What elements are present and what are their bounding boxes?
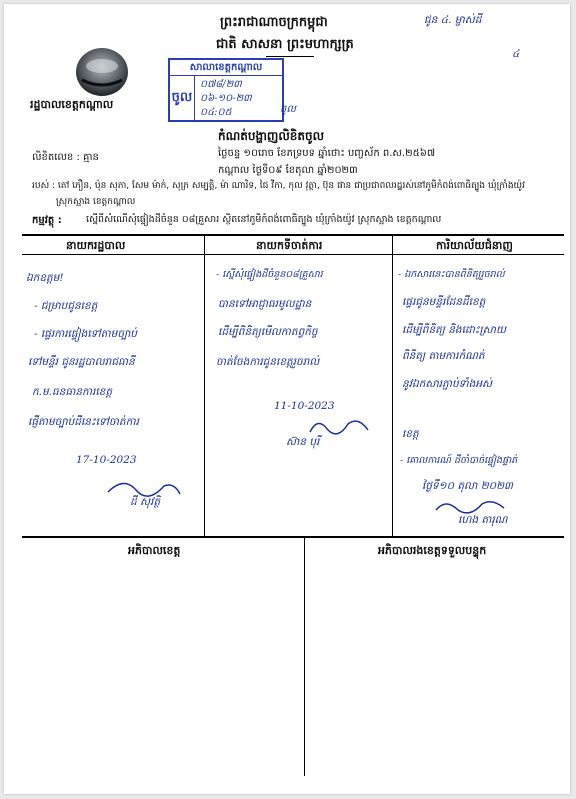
col-header-admin-director: នាយករដ្ឋបាល	[66, 239, 126, 252]
col1-note-line: - ផ្ទេរការផ្ទៀងទៅតាមច្បាប់	[34, 328, 137, 340]
col2-signature: ស៊ាន បុរី	[286, 436, 320, 448]
col2-note-line: ដើម្បីពិនិត្យមើលកាតព្វកិច្ច	[218, 326, 318, 338]
form-title: កំណត់បង្ហាញលិខិតចូល	[218, 129, 325, 143]
kingdom-title: ព្រះរាជាណាចក្រកម្ពុជា	[220, 15, 328, 30]
col1-note-line: ឯកឧត្តម!	[26, 272, 64, 284]
governor-header: អភិបាលខេត្ត	[128, 544, 181, 557]
motto-underline	[266, 56, 314, 57]
subject-label: កម្មវត្ថុ :	[32, 215, 62, 226]
bottom-column-divider	[304, 536, 305, 776]
stamp-signature: ចូល	[280, 104, 296, 115]
col1-note-line: ក.ម.ធនធានការខេត្ត	[32, 386, 112, 398]
lunar-date: ថ្ងៃចន្ទ ១០រោច ខែភទ្របទ ឆ្នាំថោះ បញ្ចស័ក ព.ស.២៥៦៧	[218, 148, 436, 159]
stamp-date: ០៦-១០-២៣	[200, 93, 252, 104]
table-top-border	[22, 234, 564, 236]
deputy-governor-header: អភិបាលរងខេត្តទទួលបន្ទុក	[378, 544, 487, 557]
col1-note-line: ផ្ញើតាមច្បាប់ដីនេះទៅចាត់ការ	[28, 416, 139, 428]
col3-note-line: - ឯកសារនេះបានពិនិត្យរួចរាល់	[398, 269, 505, 280]
col3-note-line: ដើម្បីពិនិត្យ និងដោះស្រាយ	[402, 324, 506, 336]
column-divider-1	[204, 234, 205, 538]
sender-line-2: ស្រុកស្អាង ខេត្តកណ្តាល	[56, 197, 136, 207]
col3-note-date: ថ្ងៃទី១០ តុលា ២០២៣	[422, 480, 514, 492]
col1-signature-mark	[104, 472, 184, 502]
col1-note-line: ទៅមន្ទីរ ជូនរដ្ឋបាលរាជធានី	[28, 356, 135, 368]
col2-note-line: - ស្នើសុំផ្ទៀងដីចំនួន០៨គ្រួសារ	[216, 269, 323, 280]
solar-date: កណ្តាល ថ្ងៃទី០៩ ខែតុលា ឆ្នាំ២០២៣	[218, 165, 358, 176]
col2-note-line: បានទៅអាជ្ញាធរមូលដ្ឋាន	[218, 298, 312, 310]
national-motto: ជាតិ សាសនា ព្រះមហាក្សត្រ	[216, 37, 354, 52]
col3-signature: ហេង តារុណ	[458, 514, 508, 526]
middle-row-divider	[22, 536, 564, 538]
col-header-specialized-office: ការិយាល័យជំនាញ	[436, 239, 513, 252]
received-stamp	[168, 58, 284, 122]
corner-handwritten-note: ជូន ៤. ម្ចាស់ដី	[424, 14, 482, 26]
col3-note-line: ខេត្ត	[402, 428, 419, 440]
stamp-time: ០៤:០៥	[200, 107, 232, 118]
provincial-emblem	[74, 46, 130, 100]
col2-note-date: 11-10-2023	[274, 400, 335, 412]
stamp-side-label: ចូល	[170, 75, 195, 120]
document-page	[4, 4, 570, 794]
col3-note-line: ផ្ទេរជូនមន្ទីរដែនដីខេត្ត	[402, 296, 486, 308]
col2-note-line: ចាត់ចែងការជូនខេត្តរួចរាល់	[216, 356, 320, 368]
col1-note-line: - ជម្រាបជូនខេត្ត	[34, 300, 98, 312]
authority-name: រដ្ឋបាលខេត្តកណ្តាល	[30, 98, 114, 111]
stamp-title: សាលាខេត្តកណ្តាល	[170, 60, 282, 76]
col2-signature-mark	[304, 414, 374, 440]
stamp-number: ០៧៨/២៣	[200, 79, 242, 90]
letter-number: លិខិតលេខ : គ្មាន	[32, 152, 99, 163]
subject-text: ស្នើពីសំណើសុំផ្ទៀងដីចំនួន ០៨គ្រួសារ ស្ថិតនៅភូមិកំពង់ពោធិត្បូង ឃុំក្រាំងយ៉ូវ ស្រុកស្អាង ខេត្តកណ្តាល	[86, 214, 442, 225]
corner-page-number: ៤	[512, 48, 520, 60]
col3-signature-mark	[430, 494, 510, 520]
col1-signature: ដី សុវត្ថិ	[130, 496, 160, 508]
col3-note-line: - គោលការណ៍ ដីចាំបាច់ផ្ទៀងផ្ទាត់	[400, 455, 518, 466]
col-header-department-director: នាយកទីចាត់ការ	[256, 239, 323, 252]
col3-note-line: ពិនិត្យ តាមការកំណត់	[402, 350, 485, 362]
sender-line-1: របស់ : តៅ ភឿន, ប៉ុន សុភា, សែម ម៉ាក់, សុភ្រ សម្បត្តិ, ម៉ា ណារិទ, ជៃ វីកា, កុល វុត្ថា, ប៊ុន ផាន ជាប្រជាពលរដ្ឋរស់នៅភូមិកំពង់ពោធិត្បូង ឃុំក្រាំងយ៉ូវ	[32, 181, 525, 191]
col1-note-date: 17-10-2023	[76, 454, 137, 466]
col3-note-line: នូវឯកសារភ្ជាប់ទាំងអស់	[402, 378, 492, 390]
column-divider-2	[392, 234, 393, 538]
